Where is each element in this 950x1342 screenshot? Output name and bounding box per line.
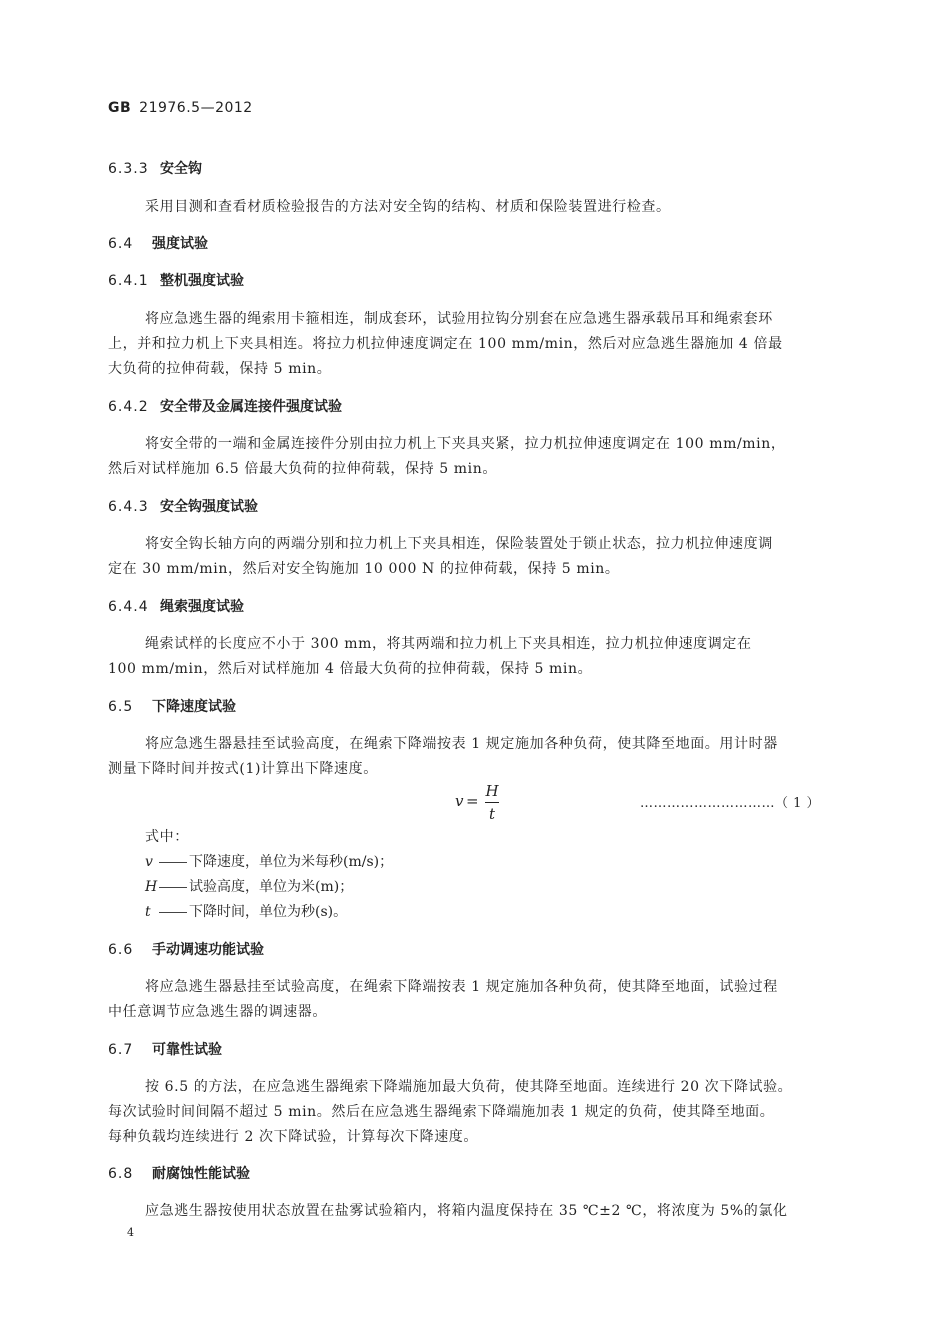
section-6-4-1-heading [108,270,244,290]
section-6-4-2-heading [108,396,342,416]
section-title: 强度试验 [152,236,208,252]
section-6-5-line-2: 测量下降时间并按式(1)计算出下降速度。 [108,761,378,777]
section-6-4-4-line-1: 绳索试样的长度应不小于 300 mm，将其两端和拉力机上下夹具相连，拉力机拉伸速度调定在 [145,636,752,652]
variable-description: 试验高度，单位为米(m)； [189,879,354,895]
section-number: 6.4.3 [108,499,149,515]
section-title: 手动调速功能试验 [152,942,264,958]
section-6-4-3-line-2: 定在 30 mm/min，然后对安全钩施加 10 000 N 的拉伸荷载，保持 5 min。 [108,561,620,577]
section-6-7-line-2: 每次试验时间间隔不超过 5 min。然后在应急逃生器绳索下降端施加表 1 规定的负荷，使其降至地面。 [108,1104,775,1120]
section-6-4-4-heading [108,596,244,616]
section-title: 安全钩强度试验 [160,499,258,515]
standard-prefix: GB [108,100,132,116]
section-6-3-3-heading [108,158,202,178]
dash-separator [159,887,187,888]
formula-equals: = [466,792,479,810]
variable-definition-t [145,901,347,921]
section-6-6-heading [108,939,264,959]
variable-description: 下降速度，单位为米每秒(m/s)； [189,854,394,870]
section-6-4-1-line-3: 大负荷的拉伸荷载，保持 5 min。 [108,361,332,377]
section-6-4-2-line-1: 将安全带的一端和金属连接件分别由拉力机上下夹具夹紧，拉力机拉伸速度调定在 100 mm/min， [145,436,786,452]
section-title: 安全带及金属连接件强度试验 [160,399,342,415]
section-title: 绳索强度试验 [160,599,244,615]
standard-number: 21976.5—2012 [139,100,253,116]
section-number: 6.8 [108,1166,134,1182]
formula-numerator: H [485,782,499,800]
section-number: 6.6 [108,942,134,958]
formula-number: …………………………（ 1 ） [640,796,821,811]
section-6-4-3-heading [108,496,258,516]
section-title: 整机强度试验 [160,273,244,289]
section-6-4-1-line-1: 将应急逃生器的绳索用卡箍相连，制成套环，试验用拉钩分别套在应急逃生器承载吊耳和绳索套环 [145,311,773,327]
dash-separator [159,912,187,913]
section-6-7-heading [108,1039,222,1059]
section-number: 6.4.4 [108,599,149,615]
section-number: 6.4 [108,236,134,252]
section-number: 6.4.1 [108,273,149,289]
document-header [108,100,253,116]
formula-variable-v: v [455,792,464,810]
section-number: 6.4.2 [108,399,149,415]
section-6-4-2-line-2: 然后对试样施加 6.5 倍最大负荷的拉伸荷载，保持 5 min。 [108,461,497,477]
variable-symbol: v [145,854,153,870]
section-title: 耐腐蚀性能试验 [152,1166,250,1182]
section-number: 6.5 [108,699,134,715]
variable-symbol: H [145,879,158,895]
section-6-4-4-line-2: 100 mm/min，然后对试样施加 4 倍最大负荷的拉伸荷载，保持 5 min。 [108,661,593,677]
section-title: 下降速度试验 [152,699,236,715]
section-6-7-line-1: 按 6.5 的方法，在应急逃生器绳索下降端施加最大负荷，使其降至地面。连续进行 20 次下降试验。 [145,1079,793,1095]
section-number: 6.7 [108,1042,134,1058]
section-6-7-line-3: 每种负载均连续进行 2 次下降试验，计算每次下降速度。 [108,1129,479,1145]
variable-symbol: t [145,904,151,920]
dash-separator [159,862,187,863]
section-number: 6.3.3 [108,161,149,177]
section-6-4-3-line-1: 将安全钩长轴方向的两端分别和拉力机上下夹具相连，保险装置处于锁止状态，拉力机拉伸速度调 [145,536,773,552]
section-6-5-heading [108,696,236,716]
page-number: 4 [127,1226,134,1239]
variable-definition-v [145,851,393,871]
variable-definition-h [145,876,353,896]
formula-fraction [485,782,499,823]
section-6-5-line-1: 将应急逃生器悬挂至试验高度，在绳索下降端按表 1 规定施加各种负荷，使其降至地面。用计时器 [145,736,778,752]
section-6-4-1-line-2: 上，并和拉力机上下夹具相连。将拉力机拉伸速度调定在 100 mm/min，然后对应急逃生器施加 4 倍最 [108,336,783,352]
section-6-8-heading [108,1163,250,1183]
section-6-3-3-paragraph: 采用目测和查看材质检验报告的方法对安全钩的结构、材质和保险装置进行检查。 [145,199,671,215]
where-label: 式中： [145,829,189,845]
section-6-8-line-1: 应急逃生器按使用状态放置在盐雾试验箱内，将箱内温度保持在 35 ℃±2 ℃，将浓度为 5%的氯化 [145,1203,788,1219]
variable-description: 下降时间，单位为秒(s)。 [189,904,348,920]
section-6-6-line-1: 将应急逃生器悬挂至试验高度，在绳索下降端按表 1 规定施加各种负荷，使其降至地面，试验过程 [145,979,778,995]
section-6-6-line-2: 中任意调节应急逃生器的调速器。 [108,1004,327,1020]
section-6-4-heading [108,233,208,253]
fraction-bar [485,802,499,803]
section-title: 安全钩 [160,161,202,177]
formula-denominator: t [488,805,496,823]
section-title: 可靠性试验 [152,1042,222,1058]
